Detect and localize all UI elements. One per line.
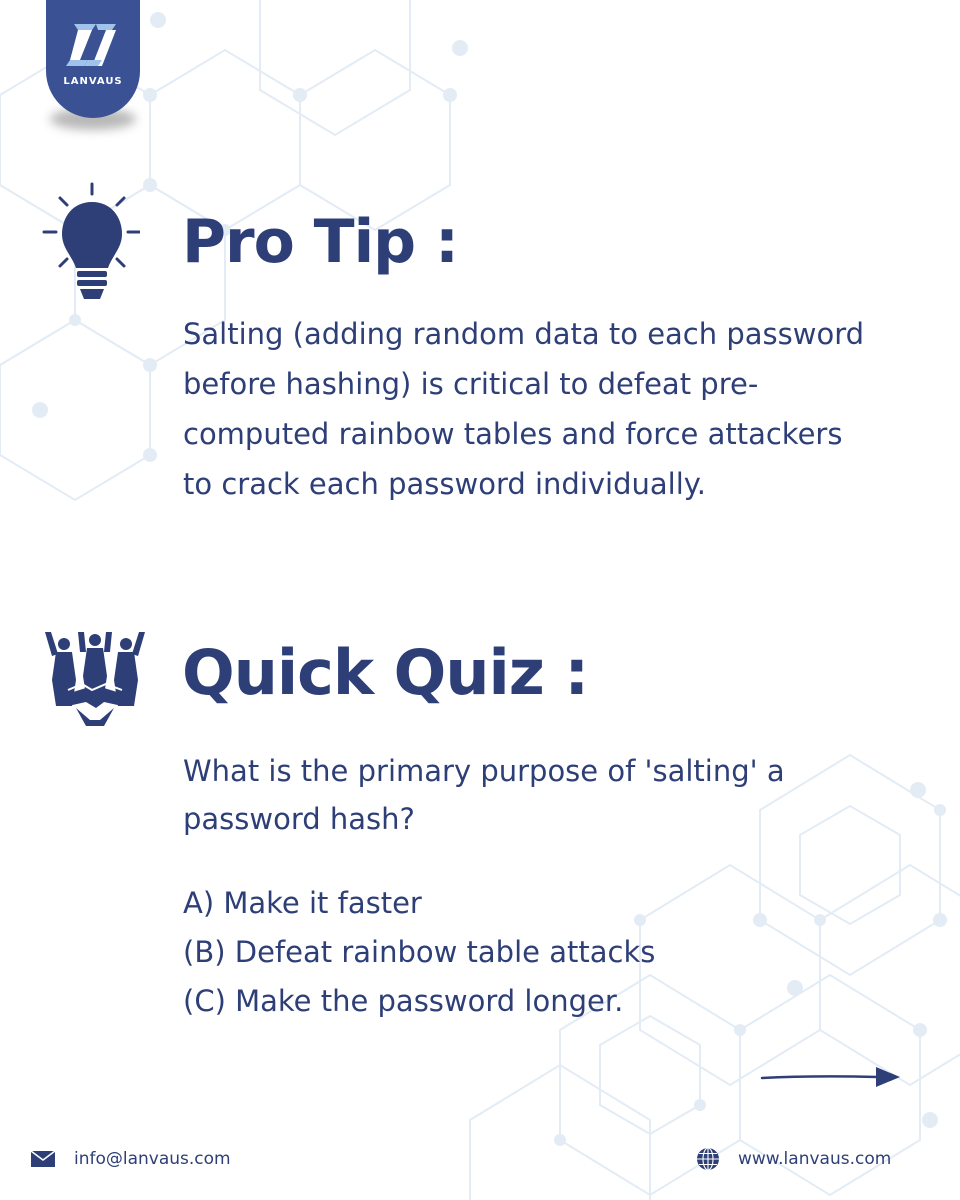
quiz-question: [183, 747, 943, 843]
pro-tip-body: [183, 309, 943, 509]
pro-tip-line: before hashing) is critical to defeat pre-: [183, 367, 759, 401]
pro-tip-line: to crack each password individually.: [183, 467, 707, 501]
quiz-question-line: password hash?: [183, 802, 415, 836]
quick-quiz-title: Quick Quiz :: [182, 636, 589, 709]
footer-email-text: info@lanvaus.com: [74, 1149, 231, 1169]
pro-tip-line: computed rainbow tables and force attackers: [183, 417, 843, 451]
quiz-options: [183, 879, 655, 1026]
team-celebration-icon: [42, 630, 148, 730]
envelope-icon: [30, 1150, 56, 1168]
logo-mark-icon: [66, 20, 120, 70]
footer-website-text: www.lanvaus.com: [738, 1149, 892, 1169]
quiz-option-b[interactable]: (B) Defeat rainbow table attacks: [183, 935, 656, 969]
footer-website[interactable]: [696, 1144, 891, 1174]
arrow-right-icon[interactable]: [760, 1062, 902, 1092]
brand-logo: [46, 0, 140, 140]
lightbulb-icon: [40, 182, 140, 312]
pro-tip-title: Pro Tip :: [182, 207, 458, 277]
globe-icon: [696, 1147, 720, 1171]
quiz-option-a[interactable]: A) Make it faster: [183, 886, 422, 920]
pro-tip-line: Salting (adding random data to each password: [183, 317, 865, 351]
footer-email[interactable]: [30, 1144, 231, 1174]
logo-badge: [46, 0, 140, 118]
quiz-question-line: What is the primary purpose of 'salting' a: [183, 754, 785, 788]
quiz-option-c[interactable]: (C) Make the password longer.: [183, 984, 624, 1018]
brand-name: LANVAUS: [63, 76, 123, 87]
